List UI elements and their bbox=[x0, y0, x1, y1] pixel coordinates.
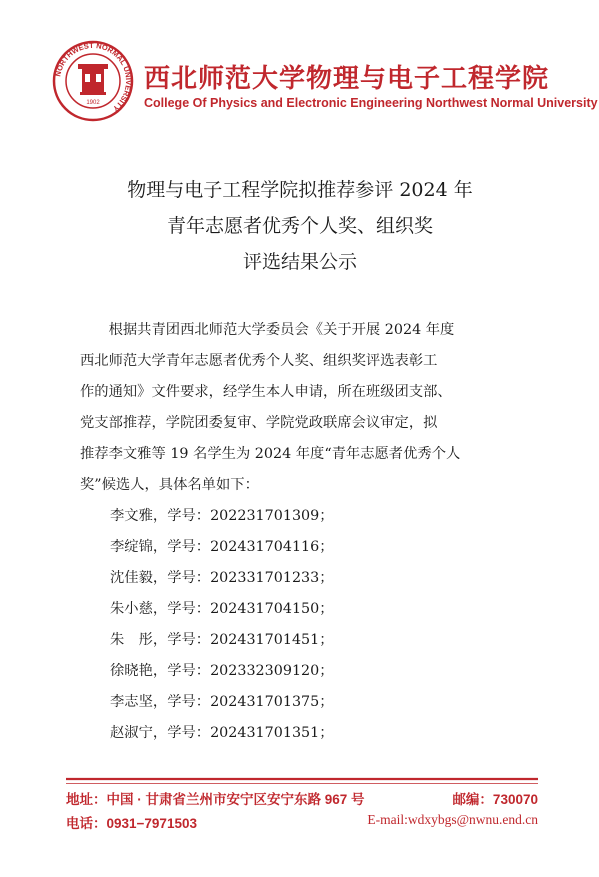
candidate-name: 朱小慈 bbox=[110, 601, 153, 617]
student-id-label: 学号： bbox=[167, 508, 211, 524]
body-line-2: 西北师范大学青年志愿者优秀个人奖、组织奖评选表彰工 bbox=[80, 353, 438, 369]
notice-body bbox=[80, 315, 522, 501]
body-line-1: 根据共青团西北师范大学委员会《关于开展 2024 年度 bbox=[108, 322, 455, 338]
footer-email-link[interactable]: E-mail:wdxybgs@nwnu.end.cn bbox=[367, 812, 538, 827]
candidate-name: 沈佳毅 bbox=[110, 570, 153, 586]
svg-text:NORTHWEST NORMAL UNIVERSITY: NORTHWEST NORMAL UNIVERSITY bbox=[53, 40, 134, 114]
student-id: 202431704150； bbox=[210, 601, 334, 617]
candidate-name: 赵淑宁 bbox=[110, 725, 153, 741]
student-id: 202431701375； bbox=[210, 694, 334, 710]
student-id: 202332309120； bbox=[210, 663, 334, 679]
student-id-label: 学号： bbox=[167, 725, 211, 741]
university-seal-icon bbox=[52, 40, 134, 122]
letterhead bbox=[0, 0, 599, 130]
student-id: 202431704116； bbox=[210, 539, 334, 555]
seal-year: 1902 bbox=[86, 100, 100, 106]
student-id-label: 学号： bbox=[167, 570, 211, 586]
candidate-name: 徐晓艳 bbox=[110, 663, 153, 679]
student-id: 202331701233； bbox=[210, 570, 334, 586]
candidate-name: 李绽锦 bbox=[110, 539, 153, 555]
candidate-name: 朱 彤 bbox=[110, 632, 153, 648]
student-id-label: 学号： bbox=[167, 601, 211, 617]
student-id: 202431701451； bbox=[210, 632, 334, 648]
title-line-1: 物理与电子工程学院拟推荐参评 2024 年 bbox=[127, 179, 473, 201]
student-id: 202431701351； bbox=[210, 725, 334, 741]
footer-address: 地址：中国 · 甘肃省兰州市安宁区安宁东路 967 号 bbox=[66, 792, 365, 807]
student-id: 202231701309； bbox=[210, 508, 334, 524]
body-line-4: 党支部推荐，学院团委复审、学院党政联席会议审定，拟 bbox=[80, 415, 438, 431]
student-id-label: 学号： bbox=[167, 632, 211, 648]
notice-title bbox=[60, 172, 540, 280]
candidate-row: 李绽锦，学号：202431704116； bbox=[110, 539, 334, 555]
candidate-row: 徐晓艳，学号：202332309120； bbox=[110, 663, 334, 679]
candidate-row: 朱 彤，学号：202431701451； bbox=[110, 632, 334, 648]
candidate-row: 赵淑宁，学号：202431701351； bbox=[110, 725, 334, 741]
footer-postcode: 邮编：730070 bbox=[452, 792, 538, 807]
candidate-name: 李志坚 bbox=[110, 694, 153, 710]
footer-phone: 电话：0931−7971503 bbox=[66, 816, 197, 831]
institution-name-en: College Of Physics and Electronic Engineering Northwest Normal University bbox=[144, 96, 598, 110]
title-line-2: 青年志愿者优秀个人奖、组织奖 bbox=[166, 215, 433, 237]
candidate-name: 李文雅 bbox=[110, 508, 153, 524]
candidate-row: 李文雅，学号：202231701309； bbox=[110, 508, 334, 524]
student-id-label: 学号： bbox=[167, 539, 211, 555]
title-line-3: 评选结果公示 bbox=[242, 251, 357, 273]
body-line-3: 作的通知》文件要求，经学生本人申请，所在班级团支部、 bbox=[80, 384, 452, 400]
candidate-row: 李志坚，学号：202431701375； bbox=[110, 694, 334, 710]
candidate-list bbox=[110, 501, 334, 749]
body-line-6: 奖”候选人，具体名单如下： bbox=[80, 477, 259, 493]
footer-divider bbox=[66, 776, 538, 786]
institution-name-cn: 西北师范大学物理与电子工程学院 bbox=[144, 64, 550, 94]
candidate-row: 沈佳毅，学号：202331701233； bbox=[110, 570, 334, 586]
student-id-label: 学号： bbox=[167, 663, 211, 679]
student-id-label: 学号： bbox=[167, 694, 211, 710]
candidate-row: 朱小慈，学号：202431704150； bbox=[110, 601, 334, 617]
body-line-5: 推荐李文雅等 19 名学生为 2024 年度“青年志愿者优秀个人 bbox=[80, 446, 461, 462]
